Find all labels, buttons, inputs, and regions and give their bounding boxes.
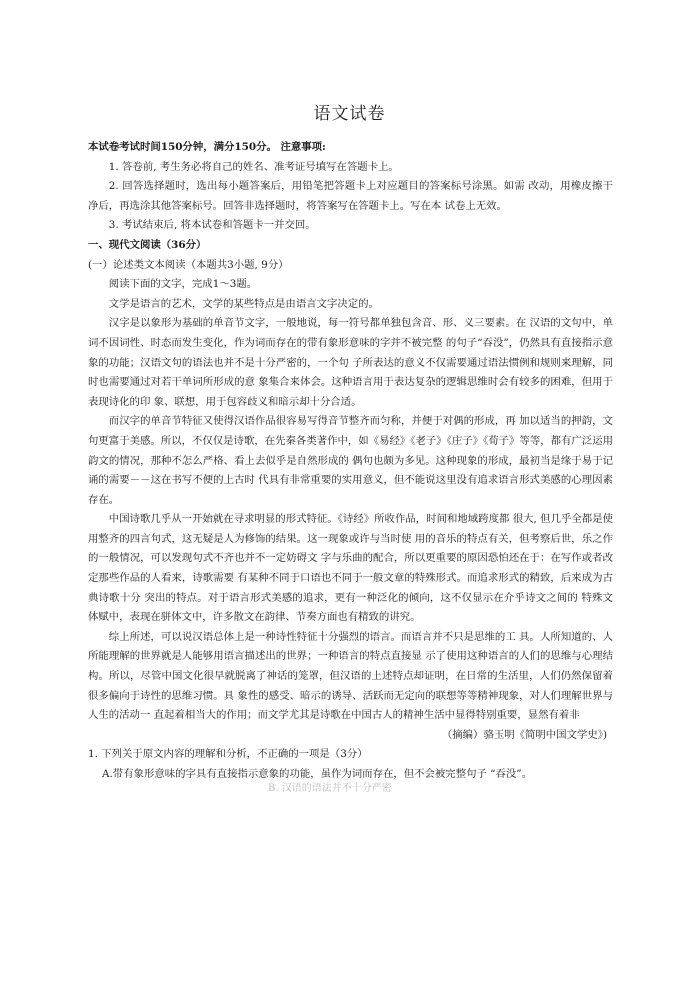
reading-prompt: 阅读下面的文字，完成1～3题。 bbox=[108, 278, 258, 291]
passage-paragraph: 而汉字的单音节特征又使得汉语作品很容易写得音节整齐而匀称，并便于对偶的形成，再 加以适当的押韵，文句更富于美感。所以，不仅仅是诗歌，在先秦各类著作中，如《易经》《老子》《庄子》《荀子》等等，都有广泛运用韵文的情况，那种不怎么严格、看上去似乎是自然形成的 偶句也颇为多见。这种现象的形成，最初当是缘于易于记诵的需要－－这在书写不便的上古时 代具有非常重要的实用意义，但不能说这里没有追求语言形式美感的心理因素存在。 bbox=[88, 415, 613, 506]
question-stem: 1. 下列关于原文内容的理解和分析，不正确的一项是（3分） bbox=[88, 748, 368, 761]
passage-source: （摘编）骆玉明《简明中国文学史》) bbox=[441, 728, 607, 741]
passage-paragraph: 汉字是以象形为基础的单音节文字，一般地说，每一符号都单独包含音、形、义三要素。在 汉语的文句中，单词不因词性、时态而发生变化，作为词而存在的带有象形意味的字并不被完整 的句子“吞没”，仍然具有直接指示意象的功能；汉语文句的语法也并不是十分严密的，一个句 子所表达的意义不仅需要通过语法惯例和规则来理解，同时也需要通过对若干单词所形成的意 象集合来体会。这种语言用于表达复杂的逻辑思维时会有较多的困难，但用于表现诗化的印 象、联想，用于包容歧义和暗示却十分合适。 bbox=[88, 317, 613, 408]
subsection-heading: (一）论述类文本阅读（本题共3小题, 9分） bbox=[88, 258, 289, 271]
passage-paragraph: 文学是语言的艺术，文学的某些特点是由语言文字决定的。 bbox=[108, 297, 379, 310]
exam-body bbox=[88, 138, 613, 795]
passage-paragraph: 中国诗歌几乎从一开始就在寻求明显的形式特征。《诗经》所收作品，时间和地域跨度都 很大, 但几乎全都是使用整齐的四言句式，这无疑是人为修饰的结果。这一现象或许与当时使 用的音乐的特点有关，但考察后世，乐之作的一般情况，可以发现句式不齐也并不一定妨碍文 字与乐曲的配合，所以更重要的原因恐怕还在于：在写作或者改定那些作品的人看来，诗歌需要 有某种不同于口语也不同于一般文章的特殊形式。而追求形式的精致，后来成为古典诗歌十分 突出的特点。对于语言形式美感的追求，更有一种泛化的倾向，这不仅显示在介乎诗文之间的 特殊文体赋中，表现在骈体文中，许多散文在韵律、节奏方面也有精致的讲究。 bbox=[88, 513, 613, 624]
exam-time-notice: 本试卷考试时间150分钟，满分150分。 注意事项: bbox=[88, 141, 326, 153]
section-heading: 一、现代文阅读（36分） bbox=[88, 238, 207, 251]
instruction-item: 3. 考试结束后, 将本试卷和答题卡一并交回。 bbox=[108, 219, 316, 232]
instruction-item: 2. 回答选择题时，选出每小题答案后，用铅笔把答题卡上对应题目的答案标号涂黑。如需 改动，用橡皮擦干净后，再选涂其他答案标号。回答非选择题时，将答案写在答题卡上。写在本 试卷上无效。 bbox=[88, 180, 613, 212]
question-option-a: A.带有象形意味的字具有直接指示意象的功能，虽作为词而存在，但不会被完整句子 “吞没”。 bbox=[102, 768, 532, 780]
passage-paragraph: 综上所述，可以说汉语总体上是一种诗性特征十分强烈的语言。而语言并不只是思维的工 具。人所知道的、人所能理解的世界就是人能够用语言描述出的世界；一种语言的特点直接显 示了使用这种语言的人们的思维与心理结构。所以，尽管中国文化很早就脱离了神话的笼罩，但汉语的上述特点却证明，在日常的生活里，人们仍然保留着很多偏向于诗性的思维习惯。具 象性的感受、暗示的诱导、活跃而无定向的联想等等精神现象，对人们理解世界与人生的活动一 直起着相当大的作用；而文学尤其是诗歌在中国古人的精神生活中显得特别重要，显然有着非 bbox=[88, 630, 613, 722]
instruction-item: 1. 答卷前, 考生务必将自己的姓名、准考证号填写在答题卡上。 bbox=[108, 160, 399, 173]
page-title: 语文试卷 bbox=[313, 104, 386, 124]
question-option-b-cutoff: B. 汉语的语法并不十分严密 bbox=[268, 782, 392, 794]
